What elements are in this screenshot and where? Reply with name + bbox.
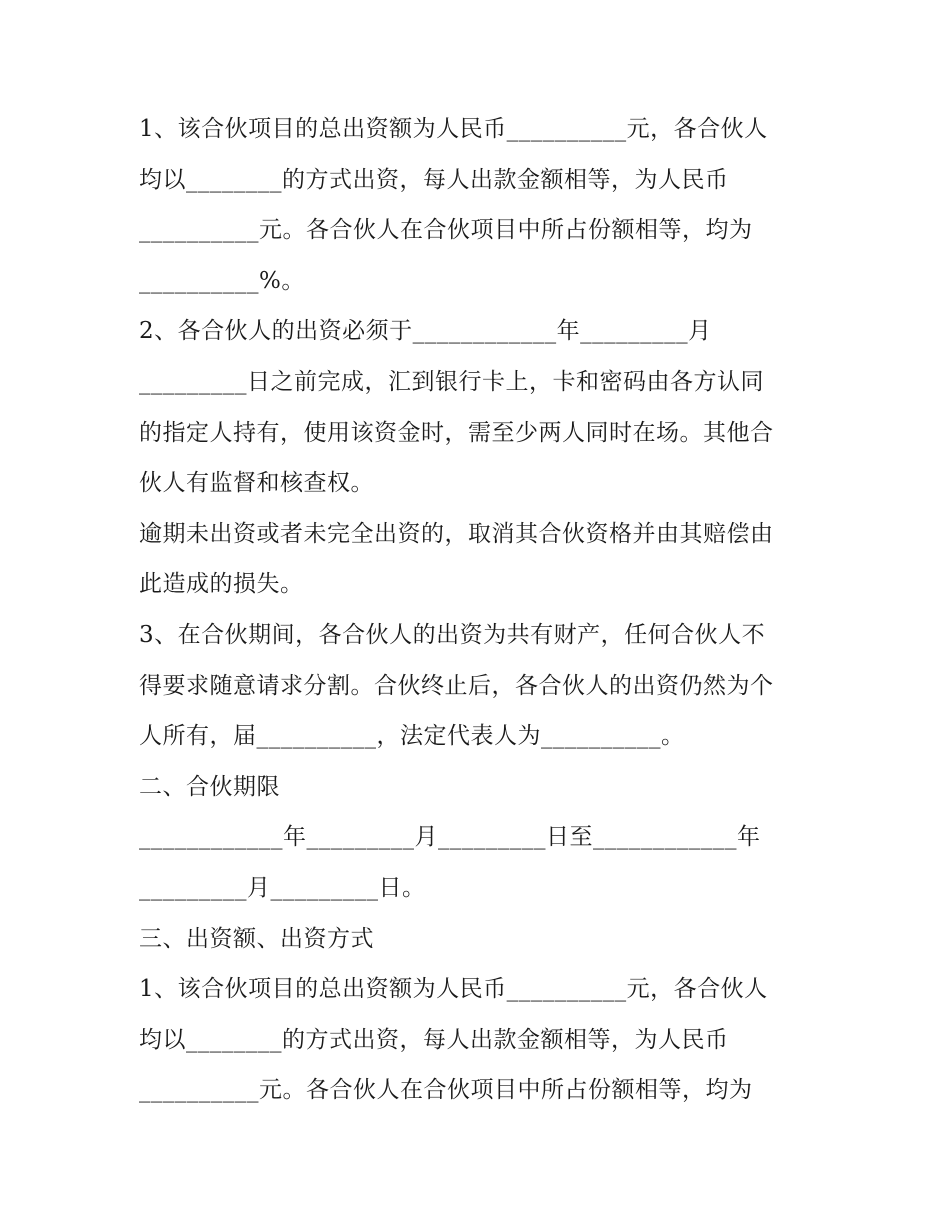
text-line: 的指定人持有，使用该资金时，需至少两人同时在场。其他合 bbox=[139, 420, 774, 446]
text-line: 1、该合伙项目的总出资额为人民币__________元，各合伙人 bbox=[139, 976, 768, 1002]
text-line: _________月_________日。 bbox=[139, 875, 426, 901]
text-line: 3、在合伙期间，各合伙人的出资为共有财产，任何合伙人不 bbox=[139, 622, 766, 648]
text-line: 人所有，届__________，法定代表人为__________。 bbox=[139, 723, 685, 749]
text-line: __________元。各合伙人在合伙项目中所占份额相等，均为 bbox=[139, 217, 753, 243]
text-line: 均以________的方式出资，每人出款金额相等，为人民币 bbox=[139, 167, 729, 193]
text-line: 逾期未出资或者未完全出资的，取消其合伙资格并由其赔偿由 bbox=[139, 521, 774, 547]
section-heading: 二、合伙期限 bbox=[139, 774, 280, 800]
text-line: _________日之前完成，汇到银行卡上，卡和密码由各方认同 bbox=[139, 369, 764, 395]
text-line: 均以________的方式出资，每人出款金额相等，为人民币 bbox=[139, 1027, 729, 1053]
text-line: 伙人有监督和核查权。 bbox=[139, 470, 374, 496]
text-line: 此造成的损失。 bbox=[139, 571, 304, 597]
section-heading: 三、出资额、出资方式 bbox=[139, 926, 374, 952]
text-line: __________%。 bbox=[139, 268, 305, 294]
text-line: 得要求随意请求分割。合伙终止后，各合伙人的出资仍然为个 bbox=[139, 673, 774, 699]
text-line: ____________年_________月_________日至____________年 bbox=[139, 824, 761, 850]
text-line: __________元。各合伙人在合伙项目中所占份额相等，均为 bbox=[139, 1077, 753, 1103]
text-line: 2、各合伙人的出资必须于____________年_________月 bbox=[139, 318, 712, 344]
text-line: 1、该合伙项目的总出资额为人民币__________元，各合伙人 bbox=[139, 116, 768, 142]
